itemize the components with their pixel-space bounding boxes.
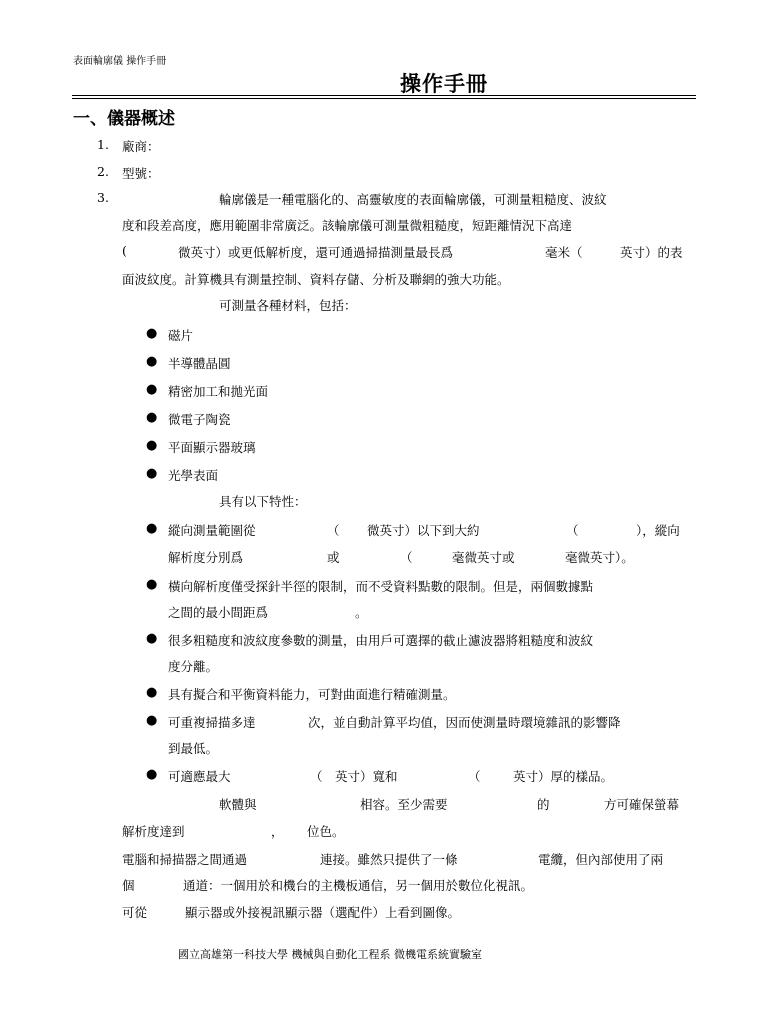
item-1-number: 1. bbox=[97, 137, 109, 152]
feature-fragment: 。 bbox=[355, 605, 368, 620]
feature-fragment: 縱向測量範圍從 bbox=[168, 523, 256, 538]
list-item: 光學表面 bbox=[168, 468, 219, 483]
feature-line: 到最低。 bbox=[168, 741, 219, 756]
connection-fragment: 通道：一個用於和機台的主機板通信，另一個用於數位化視訊。 bbox=[183, 878, 534, 893]
connection-fragment: 電纜，但內部使用了兩 bbox=[538, 852, 664, 867]
bullet-icon: ● bbox=[146, 466, 158, 481]
para-fragment: ( bbox=[122, 243, 127, 258]
feature-line: 度分離。 bbox=[168, 659, 219, 674]
materials-intro: 可測量各種材料，包括： bbox=[219, 298, 357, 313]
feature-fragment: （ bbox=[327, 523, 340, 538]
feature-fragment: 之間的最小間距爲 bbox=[168, 605, 269, 620]
bullet-icon: ● bbox=[146, 577, 158, 592]
para-fragment: 微英寸）或更低解析度，還可通過掃描測量最長爲 bbox=[178, 245, 454, 260]
item-3-number: 3. bbox=[97, 190, 109, 205]
bullet-icon: ● bbox=[146, 521, 158, 536]
feature-fragment: 毫微英寸）。 bbox=[565, 550, 634, 565]
feature-fragment: 或 bbox=[327, 550, 340, 565]
item-2-number: 2. bbox=[97, 164, 109, 179]
bullet-icon: ● bbox=[146, 685, 158, 700]
software-fragment: 軟體與 bbox=[219, 797, 257, 812]
para-line: 輪廓儀是一種電腦化的、高靈敏度的表面輪廓儀，可測量粗糙度、波紋 bbox=[219, 192, 607, 207]
bullet-icon: ● bbox=[146, 767, 158, 782]
list-item: 精密加工和拋光面 bbox=[168, 384, 269, 399]
header-rule-bottom bbox=[72, 98, 696, 99]
features-intro: 具有以下特性： bbox=[219, 494, 307, 509]
feature-fragment: （ bbox=[400, 550, 413, 565]
bullet-icon: ● bbox=[146, 631, 158, 646]
running-header: 表面輪廓儀 操作手冊 bbox=[73, 56, 167, 67]
list-item: 半導體晶圓 bbox=[168, 356, 231, 371]
para-fragment: 毫米（ bbox=[545, 245, 583, 260]
para-line: 度和段差高度，應用範圍非常廣泛。該輪廓儀可測量微粗糙度，短距離情況下高達 bbox=[122, 218, 573, 233]
feature-line: 很多粗糙度和波紋度參數的測量，由用戶可選擇的截止濾波器將粗糙度和波紋 bbox=[168, 633, 594, 648]
feature-fragment: 次，並自動計算平均值，因而使測量時環境雜訊的影響降 bbox=[308, 715, 621, 730]
feature-fragment: 解析度分別爲 bbox=[168, 550, 244, 565]
list-item: 平面顯示器玻璃 bbox=[168, 440, 256, 455]
feature-fragment: 英寸）寬和 bbox=[335, 769, 398, 784]
bullet-icon: ● bbox=[146, 410, 158, 425]
feature-fragment: （ bbox=[310, 769, 323, 784]
feature-fragment: 可重複掃描多達 bbox=[168, 715, 256, 730]
feature-fragment: （ bbox=[566, 523, 579, 538]
display-fragment: 顯示器或外接視訊顯示器（選配件）上看到圖像。 bbox=[185, 905, 461, 920]
page-footer: 國立高雄第一科技大學 機械與自動化工程系 微機電系統實驗室 bbox=[178, 948, 482, 961]
list-item: 磁片 bbox=[168, 328, 194, 343]
connection-fragment: 連接。雖然只提供了一條 bbox=[320, 852, 458, 867]
item-1-manufacturer-label: 廠商： bbox=[122, 139, 160, 154]
header-rule-top bbox=[72, 95, 696, 96]
feature-fragment: 毫微英寸或 bbox=[452, 550, 515, 565]
feature-line: 具有擬合和平衡資料能力，可對曲面進行精確測量。 bbox=[168, 687, 456, 702]
software-fragment: 方可確保螢幕 bbox=[604, 797, 680, 812]
software-fragment: 相容。至少需要 bbox=[360, 797, 448, 812]
connection-fragment: 電腦和掃描器之間通過 bbox=[122, 852, 248, 867]
display-fragment: 可從 bbox=[122, 905, 148, 920]
item-2-model-label: 型號： bbox=[122, 166, 160, 181]
bullet-icon: ● bbox=[146, 354, 158, 369]
bullet-icon: ● bbox=[146, 713, 158, 728]
software-fragment: 的 bbox=[537, 797, 550, 812]
feature-fragment: （ bbox=[468, 769, 481, 784]
list-item: 微電子陶瓷 bbox=[168, 412, 231, 427]
bullet-icon: ● bbox=[146, 326, 158, 341]
feature-fragment: ），縱向 bbox=[636, 523, 680, 538]
feature-fragment: 微英寸）以下到大約 bbox=[367, 523, 480, 538]
bullet-icon: ● bbox=[146, 382, 158, 397]
document-title: 操作手冊 bbox=[400, 71, 488, 96]
feature-fragment: 英寸）厚的樣品。 bbox=[513, 769, 614, 784]
software-fragment: ， bbox=[271, 824, 284, 839]
para-line: 面波紋度。計算機具有測量控制、資料存儲、分析及聯網的強大功能。 bbox=[122, 272, 510, 287]
connection-fragment: 個 bbox=[122, 878, 135, 893]
para-fragment: 英寸）的表 bbox=[620, 245, 683, 260]
feature-fragment: 可適應最大 bbox=[168, 769, 231, 784]
software-fragment: 位色。 bbox=[307, 824, 345, 839]
section-title: 一、儀器概述 bbox=[73, 109, 175, 129]
software-fragment: 解析度達到 bbox=[122, 824, 185, 839]
bullet-icon: ● bbox=[146, 438, 158, 453]
feature-line: 橫向解析度僅受探針半徑的限制，而不受資料點數的限制。但是，兩個數據點 bbox=[168, 579, 594, 594]
